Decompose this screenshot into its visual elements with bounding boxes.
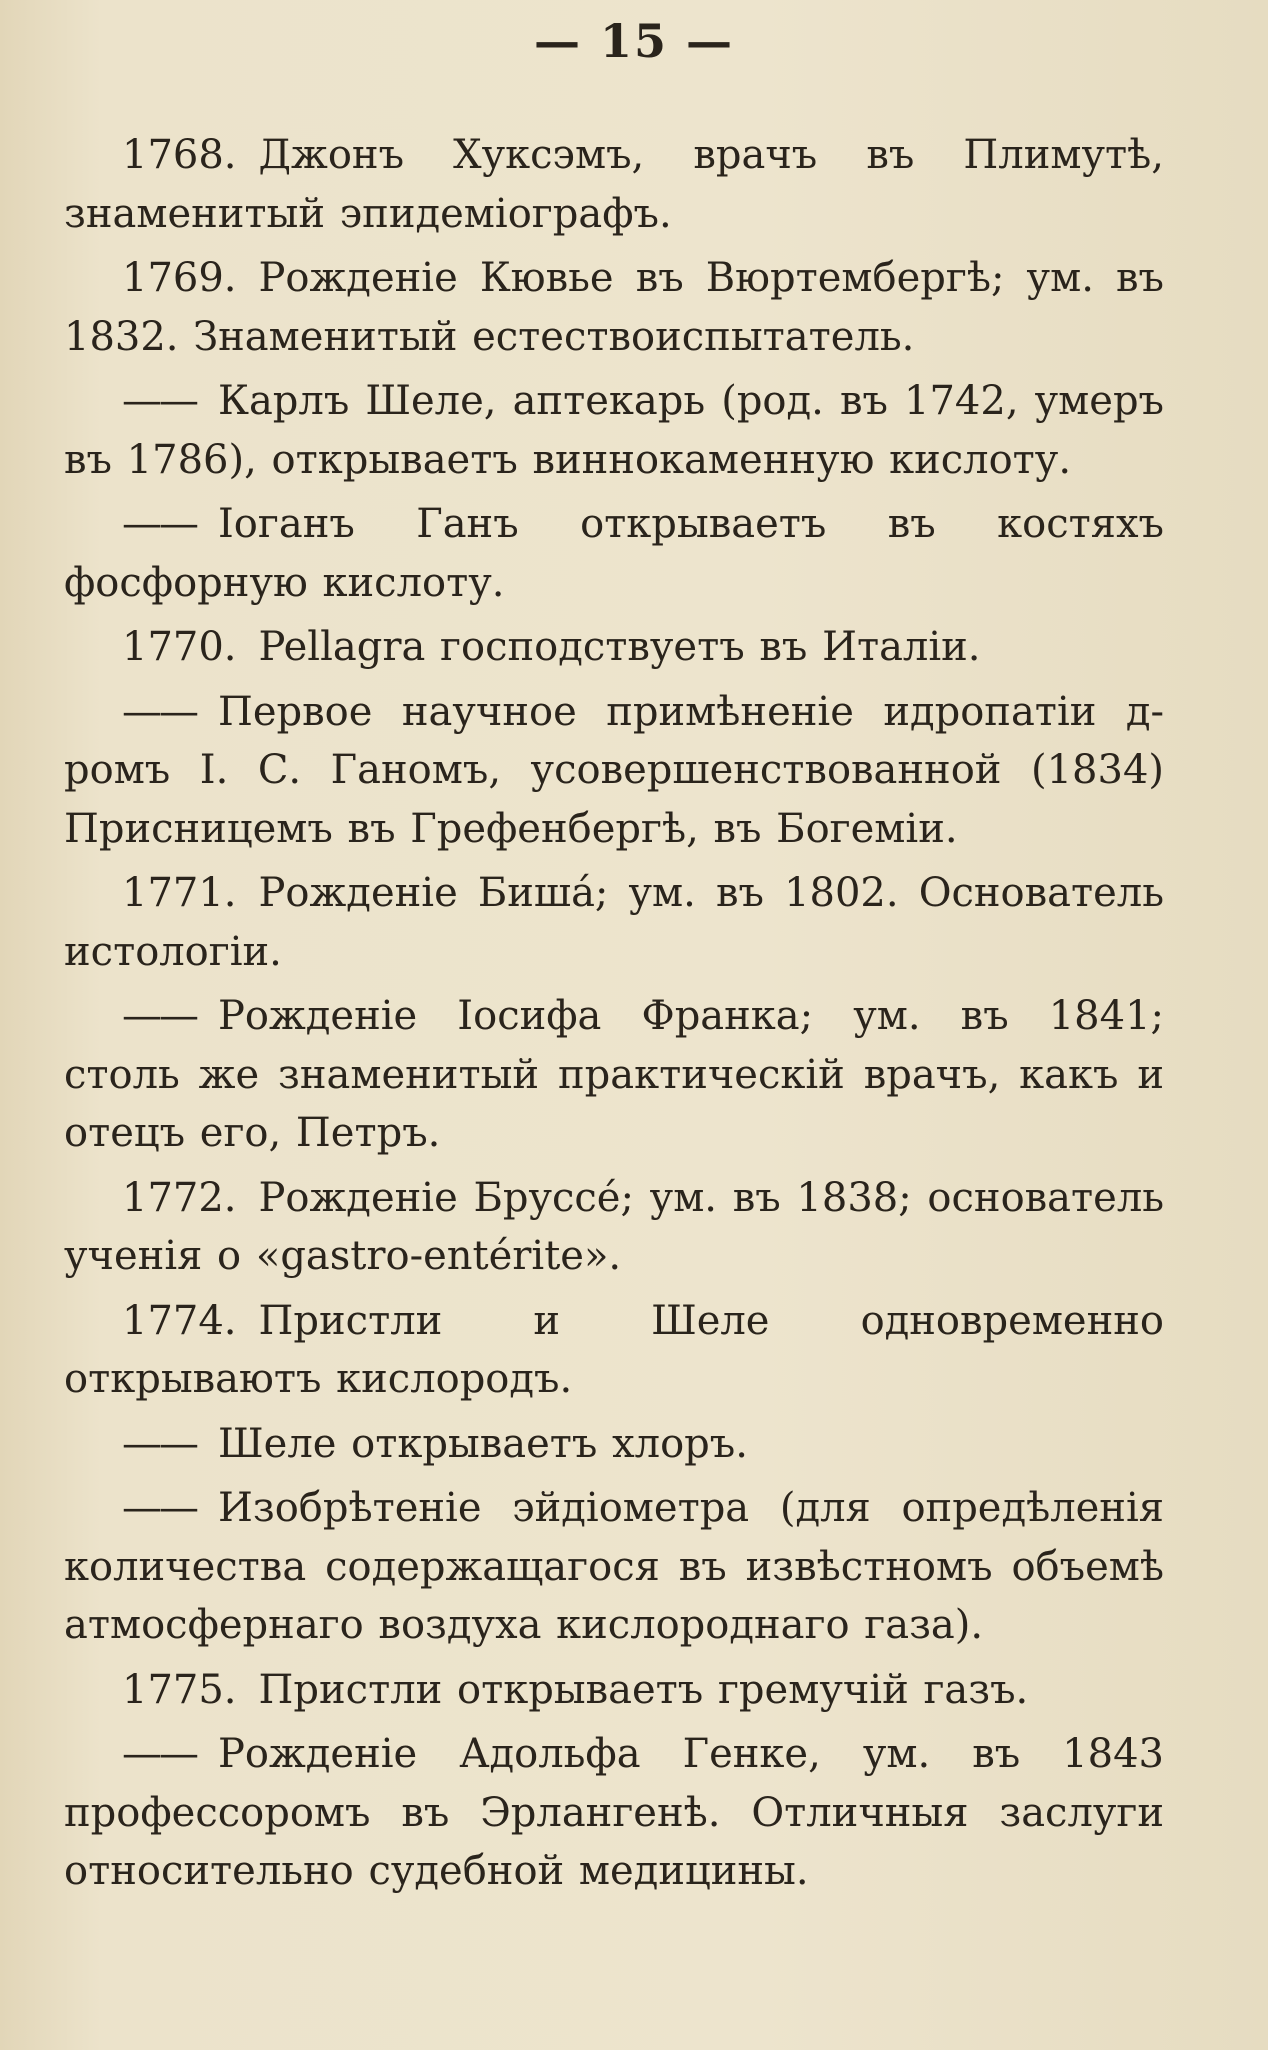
entry-text: Первое научное примѣненіе идропатіи д-ромъ І. С. Ганомъ, усовершенствованной (1834) Присницемъ въ Грефенбергѣ, въ Богеміи.	[64, 688, 1164, 852]
entry-dash: ——	[122, 378, 196, 424]
entry-dash: ——	[122, 1485, 196, 1531]
entry-year: 1769.	[122, 255, 237, 301]
chronology-entry	[64, 683, 1164, 859]
entry-dash: ——	[122, 688, 196, 735]
entry-year: 1775.	[122, 1666, 237, 1713]
entry-text: Рожденіе Кювье въ Вюртембергѣ; ум. въ 1832. Знаменитый естествоиспытатель.	[64, 255, 1164, 360]
entry-text: Пристли и Шеле одновременно открываютъ кислородъ.	[64, 1297, 1164, 1402]
entry-year: 1774.	[122, 1297, 237, 1344]
chronology-entry	[64, 987, 1164, 1163]
chronology-entry	[64, 495, 1164, 612]
entry-year: 1771.	[122, 870, 237, 916]
chronology-entry	[64, 864, 1164, 981]
chronology-entry	[64, 1479, 1164, 1655]
chronology-entry	[64, 1661, 1164, 1720]
entry-dash: ——	[122, 1420, 196, 1467]
entry-text: Рожденіе Бишá; ум. въ 1802. Основатель истологіи.	[64, 870, 1164, 975]
chronology-entry	[64, 249, 1164, 366]
chronology-entry	[64, 618, 1164, 677]
entry-text: Pellagra господствуетъ въ Италіи.	[258, 624, 981, 670]
entry-dash: ——	[122, 501, 196, 547]
chronology-entry	[64, 126, 1164, 243]
entry-year: 1772.	[122, 1174, 237, 1221]
entry-text: Рожденіе Бруссé; ум. въ 1838; основатель ученія о «gastro-entérite».	[64, 1174, 1164, 1279]
entry-text: Рожденіе Адольфа Генке, ум. въ 1843 профессоромъ въ Эрлангенѣ. Отличныя заслуги относительно судебной медицины.	[64, 1731, 1164, 1894]
entry-dash: ——	[122, 1731, 196, 1777]
page-number: — 15 —	[533, 14, 735, 68]
chronology-entry	[64, 1725, 1164, 1901]
entry-year: 1770.	[122, 624, 237, 670]
chronology-entry	[64, 1292, 1164, 1409]
entry-text: Рожденіе Іосифа Франка; ум. въ 1841; столь же знаменитый практическій врачъ, какъ и отецъ его, Петръ.	[64, 993, 1164, 1156]
entry-text: Изобрѣтеніе эйдіометра (для опредѣленія количества содержащагося въ извѣстномъ объемѣ атмосфернаго воздуха кислороднаго газа).	[64, 1485, 1164, 1648]
chronology-entry	[64, 372, 1164, 489]
entry-text: Карлъ Шеле, аптекарь (род. въ 1742, умеръ въ 1786), открываетъ виннокаменную кислоту.	[64, 378, 1164, 483]
chronology-entry	[64, 1415, 1164, 1474]
entry-text: Іоганъ Ганъ открываетъ въ костяхъ фосфорную кислоту.	[64, 501, 1164, 606]
entry-text: Пристли открываетъ гремучій газъ.	[258, 1666, 1029, 1713]
chronology-entries	[64, 126, 1164, 1907]
entry-year: 1768.	[122, 132, 237, 178]
entry-text: Джонъ Хуксэмъ, врачъ въ Плимутѣ, знаменитый эпидеміографъ.	[64, 132, 1164, 237]
entry-dash: ——	[122, 993, 196, 1039]
entry-text: Шеле открываетъ хлоръ.	[218, 1420, 748, 1467]
chronology-entry	[64, 1169, 1164, 1286]
